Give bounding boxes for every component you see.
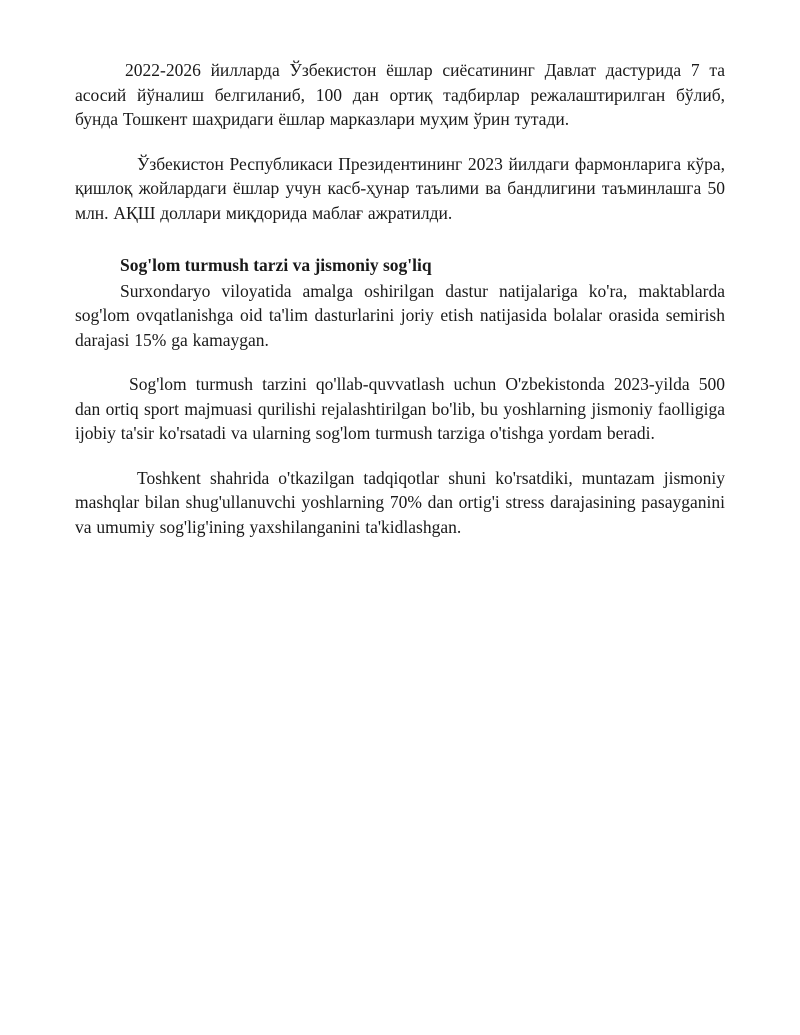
document-page	[75, 58, 725, 539]
paragraph-tashkent-research: Toshkent shahrida o'tkazilgan tadqiqotlar shuni ko'rsatdiki, muntazam jismoniy mashqlar bilan shug'ullanuvchi yoshlarning 70% dan ortig'i stress darajasining pasayganini va umumiy sog'lig'ining yaxshilanganini ta'kidlashgan.	[75, 467, 725, 537]
paragraph-surxondaryo: Surxondaryo viloyatida amalga oshirilgan dastur natijalariga ko'ra, maktablarda sog'lom ovqatlanishga oid ta'lim dasturlarini joriy etish natijasida bolalar orasida semirish darajasi 15% ga kamaygan.	[75, 280, 725, 350]
paragraph-sport-complexes: Sog'lom turmush tarzini qo'llab-quvvatlash uchun O'zbekistonda 2023-yilda 500 dan ortiq sport majmuasi qurilishi rejalashtirilgan bo'lib, bu yoshlarning jismoniy faolligiga ijobiy ta'sir ko'rsatadi va ularning sog'lom turmush tarziga o'tishga yordam beradi.	[75, 374, 725, 443]
section-heading: Sog'lom turmush tarzi va jismoniy sog'liq	[120, 255, 432, 275]
paragraph-presidential-decree: Ўзбекистон Республикаси Президентининг 2023 йилдаги фармонларига кўра, қишлоқ жойлардаги ёшлар учун касб-ҳунар таълими ва бандлигини таъминлашга 50 млн. АҚШ доллари миқдорида маблағ ажратилди.	[75, 153, 725, 223]
paragraph-youth-policy: 2022-2026 йилларда Ўзбекистон ёшлар сиёсатининг Давлат дастурида 7 та асосий йўналиш белгиланиб, 100 дан ортиқ тадбирлар режалаштирилган бўлиб, бунда Тошкент шаҳридаги ёшлар марказлари муҳим ўрин тутади.	[75, 60, 725, 129]
